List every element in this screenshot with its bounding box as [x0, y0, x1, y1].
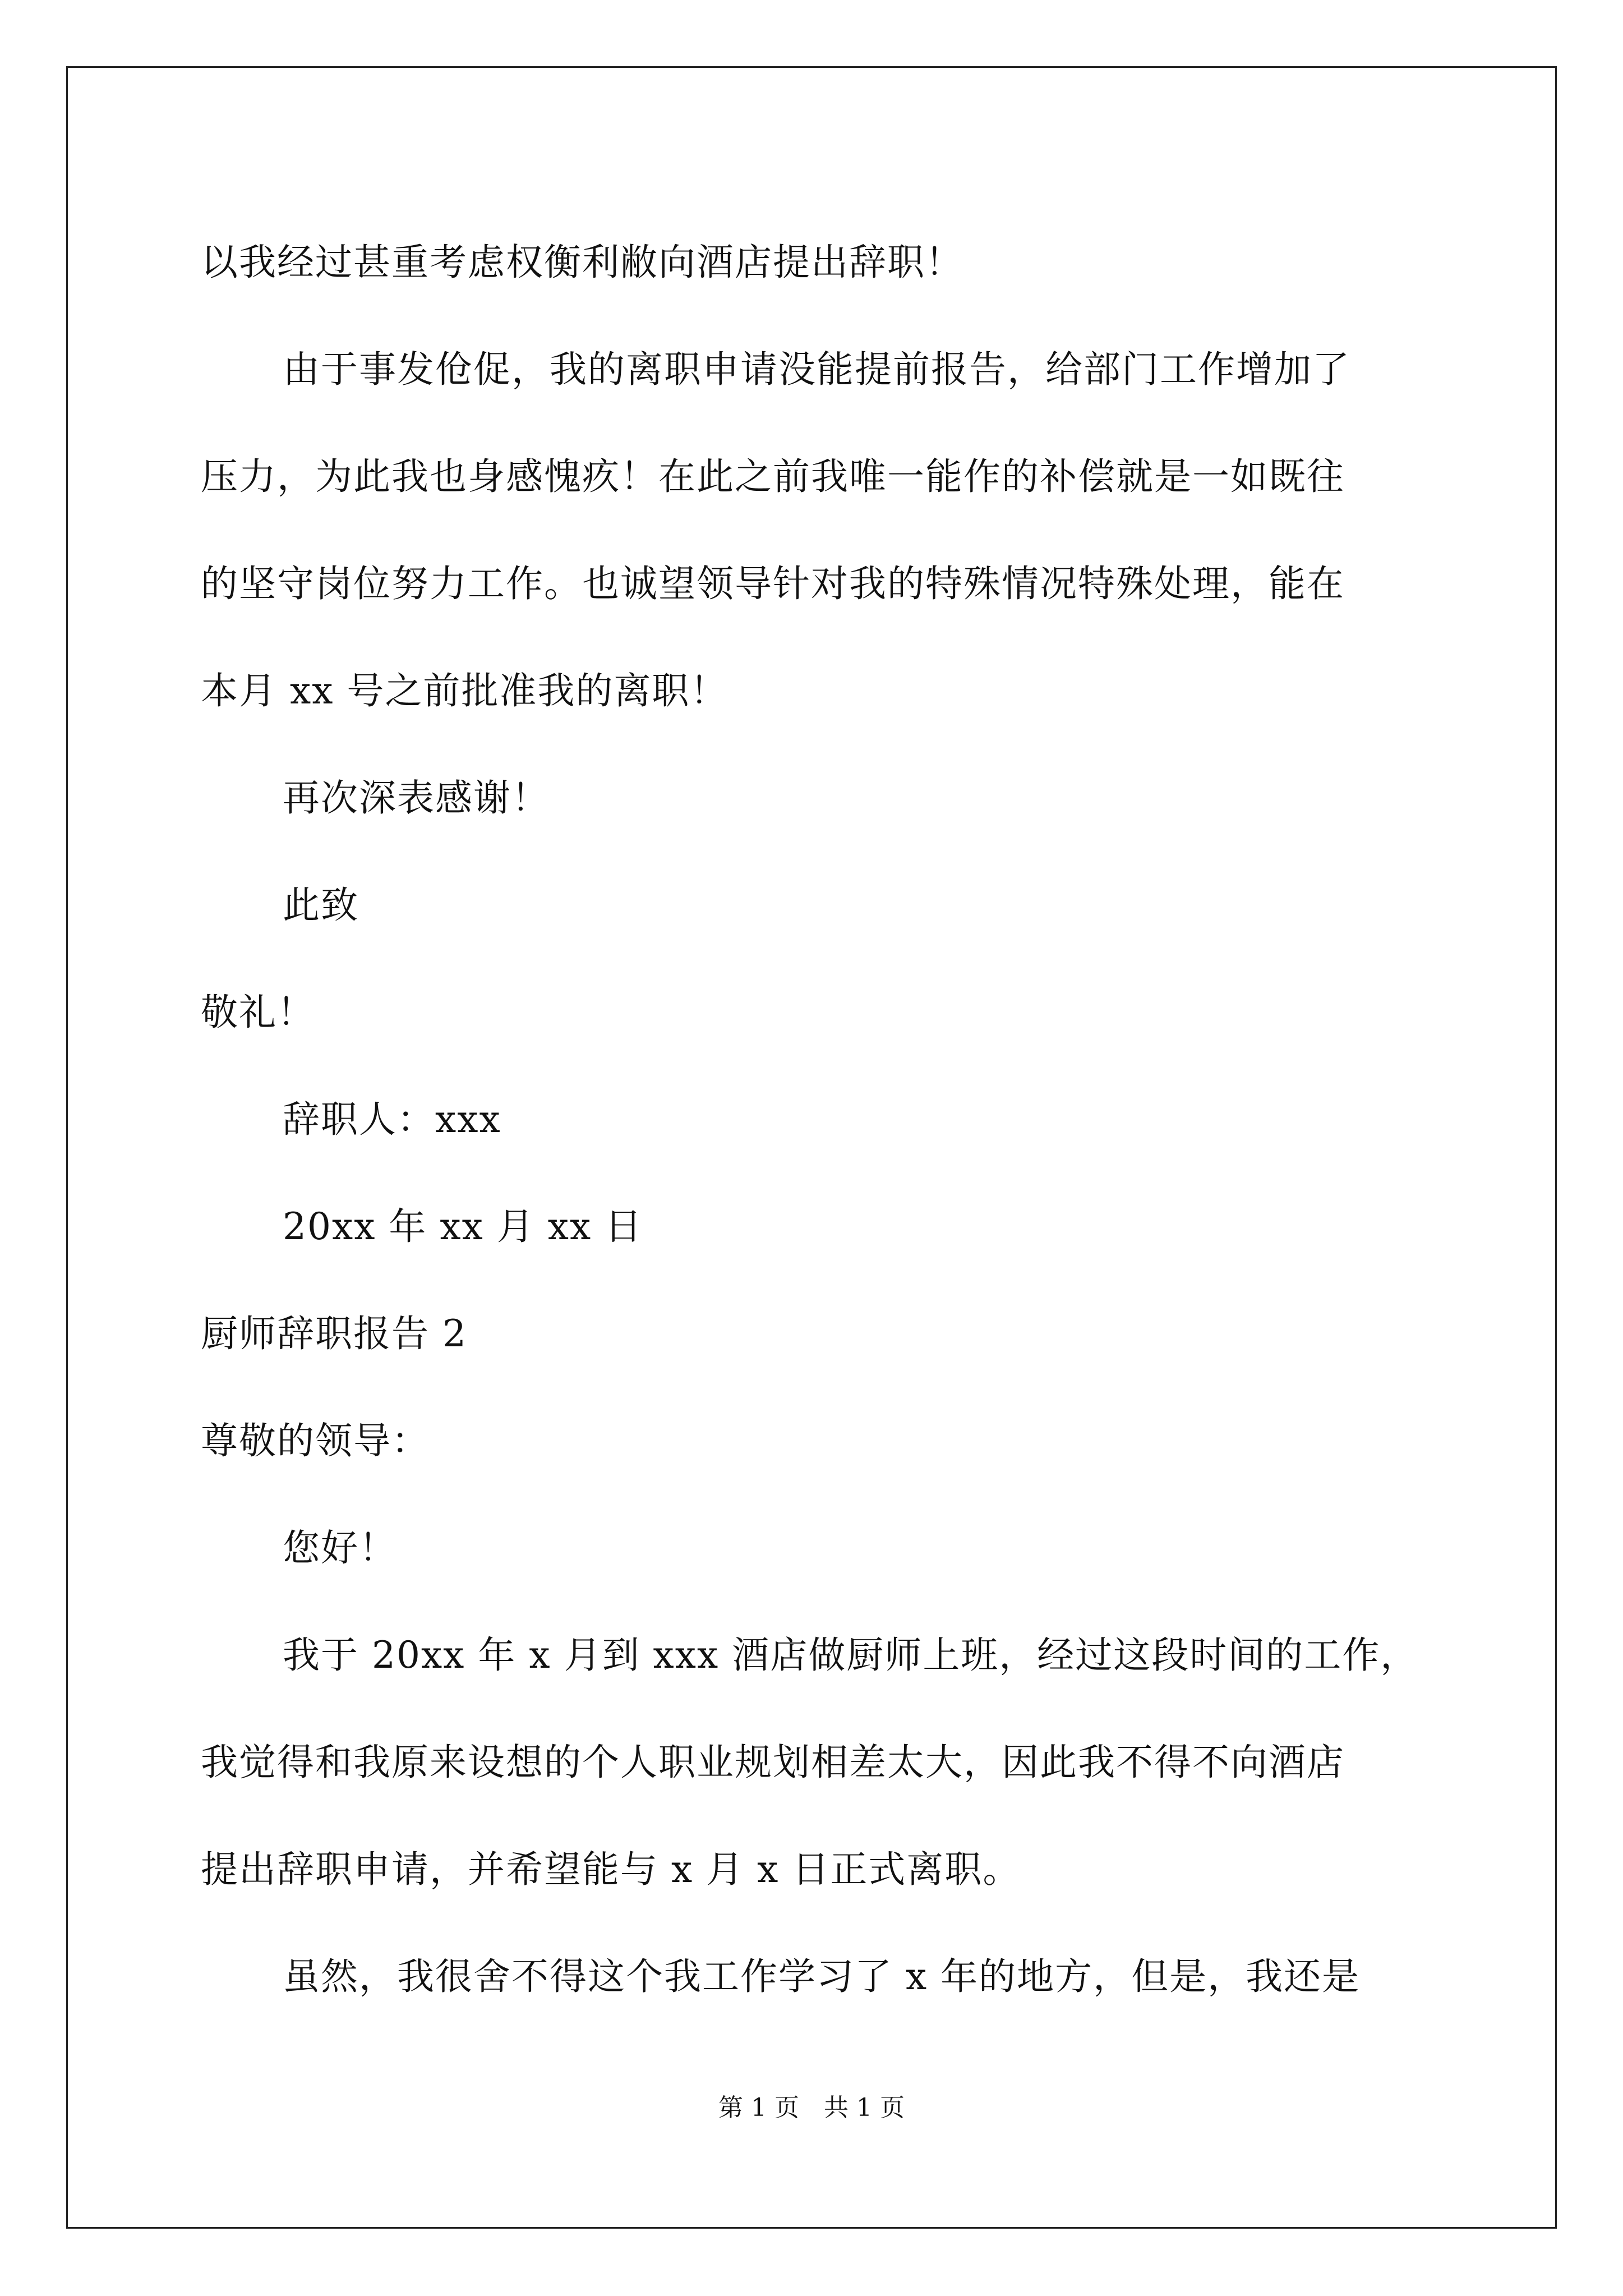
closing-salutation: 此致: [283, 884, 359, 927]
closing-respect: 敬礼！: [201, 991, 315, 1034]
paragraph-line: 再次深表感谢！: [283, 776, 550, 820]
paragraph-line: 我于 20xx 年 x 月到 xxx 酒店做厨师上班，经过这段时间的工作，: [283, 1634, 1419, 1677]
paragraph-line: 提出辞职申请，并希望能与 x 月 x 日正式离职。: [201, 1848, 1021, 1891]
paragraph-line: 我觉得和我原来设想的个人职业规划相差太大，因此我不得不向酒店: [201, 1741, 1345, 1784]
page-footer: 第 1 页 共 1 页: [718, 2093, 905, 2122]
greeting-line: 尊敬的领导：: [201, 1419, 430, 1462]
paragraph-line: 的坚守岗位努力工作。也诚望领导针对我的特殊情况特殊处理，能在: [201, 562, 1345, 605]
greeting-hello: 您好！: [283, 1526, 397, 1570]
date-line: 20xx 年 xx 月 xx 日: [283, 1205, 643, 1248]
paragraph-line: 由于事发伧促，我的离职申请没能提前报告，给部门工作增加了: [283, 348, 1350, 391]
paragraph-line: 虽然，我很舍不得这个我工作学习了 x 年的地方，但是，我还是: [283, 1955, 1361, 1998]
paragraph-line: 压力，为此我也身感愧疚！在此之前我唯一能作的补偿就是一如既往: [201, 455, 1345, 498]
paragraph-line: 以我经过甚重考虑权衡利敝向酒店提出辞职！: [201, 241, 963, 284]
paragraph-line: 本月 xx 号之前批准我的离职！: [201, 669, 728, 712]
section-heading: 厨师辞职报告 2: [201, 1312, 467, 1355]
document-body: [201, 209, 1457, 2030]
signature-line: 辞职人：xxx: [283, 1098, 501, 1141]
